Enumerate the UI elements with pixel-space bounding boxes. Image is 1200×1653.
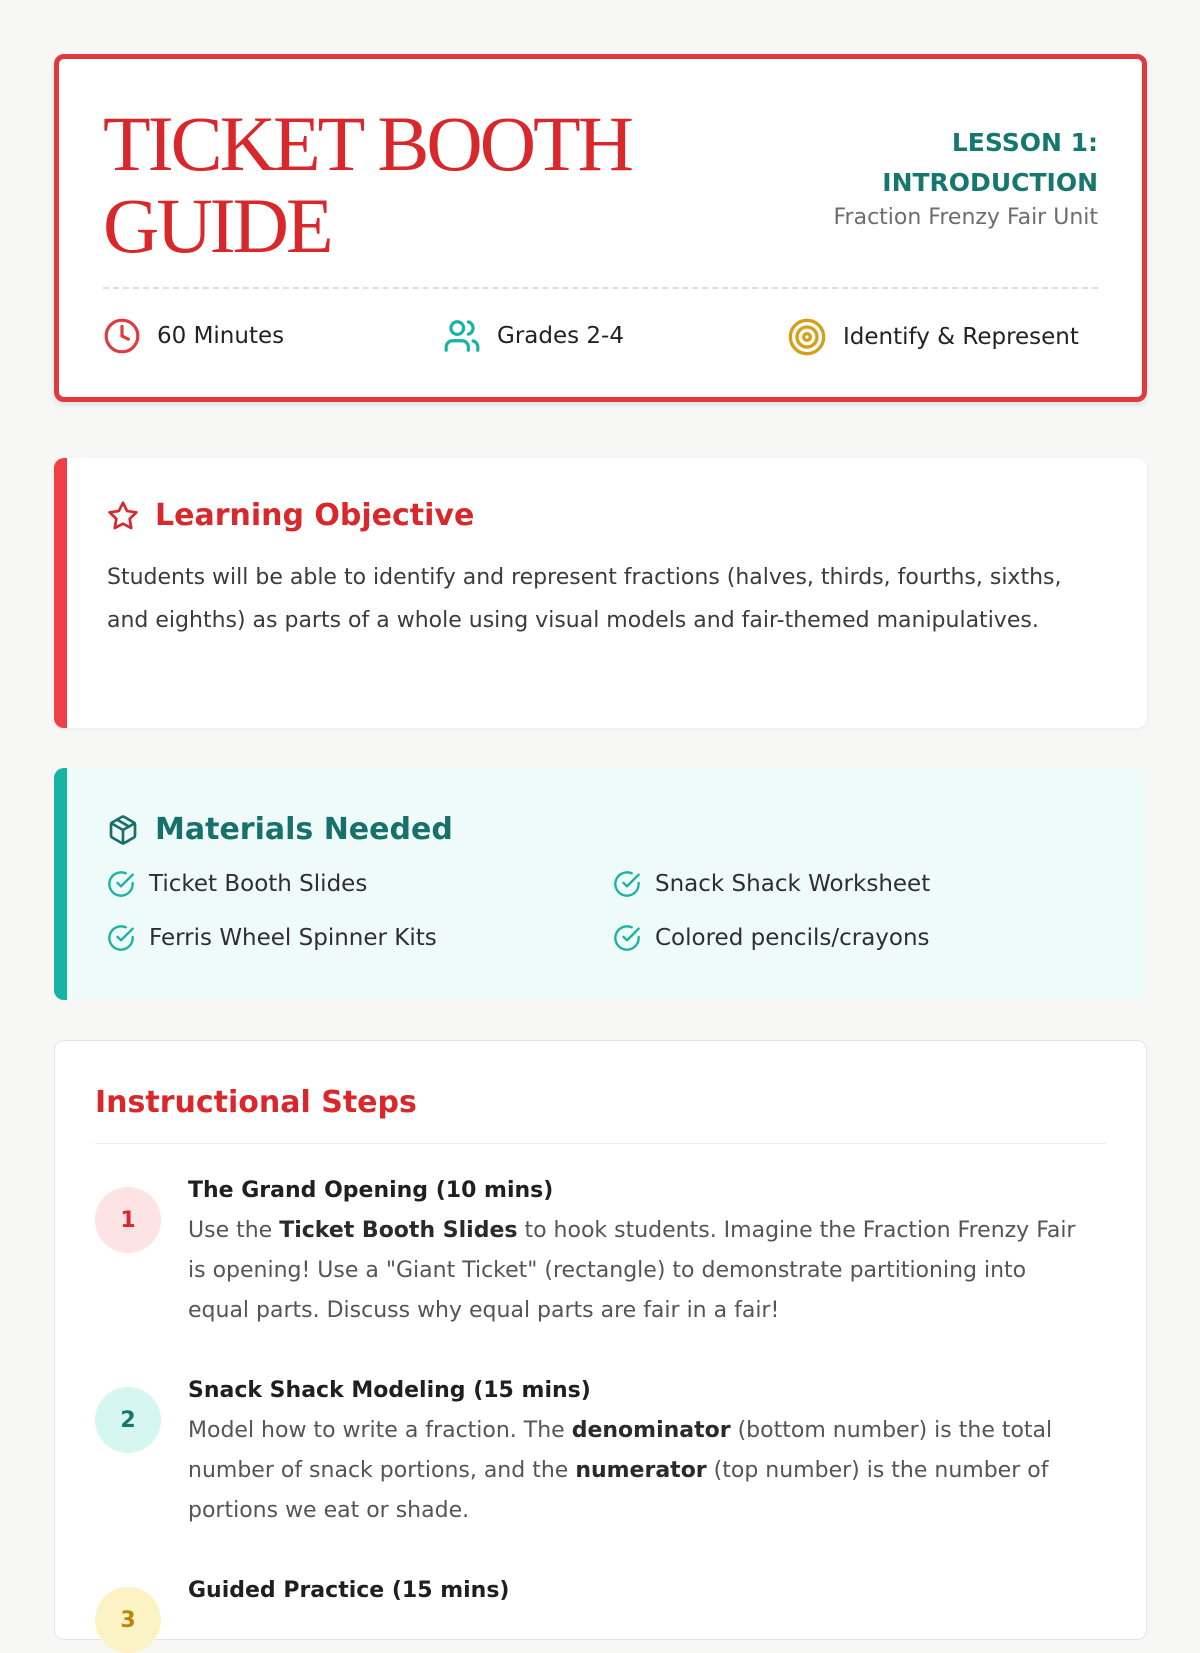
learning-objective-card (54, 458, 1147, 728)
meta-grades-text: Grades 2-4 (497, 323, 624, 349)
step-title: Snack Shack Modeling (15 mins) (188, 1378, 591, 1403)
target-icon (787, 317, 827, 357)
lesson-label: LESSON 1: INTRODUCTION (882, 128, 1098, 197)
step-text-part: (top number) is the number of portions we eat or shade. (188, 1458, 1049, 1523)
check-circle-icon (107, 924, 135, 952)
star-icon (107, 500, 139, 532)
step-title: Guided Practice (15 mins) (188, 1578, 510, 1603)
meta-focus-text: Identify & Represent (843, 324, 1079, 350)
objective-title: Learning Objective (155, 498, 475, 533)
material-label: Colored pencils/crayons (655, 925, 930, 951)
objective-text: Students will be able to identify and represent fractions (halves, thirds, fourths, sixths, and eighths) as parts of a whole using visual models and fair-themed manipulatives. (107, 565, 1062, 633)
steps-divider (95, 1143, 1106, 1144)
meta-grades (443, 317, 624, 355)
check-circle-icon (613, 924, 641, 952)
step-title: The Grand Opening (10 mins) (188, 1178, 554, 1203)
header-divider (103, 287, 1098, 289)
page-title: TICKET BOOTH GUIDE (103, 100, 632, 269)
step-number-badge: 3 (95, 1587, 161, 1653)
step-number-badge: 1 (95, 1187, 161, 1253)
users-icon (443, 317, 481, 355)
step-text-part: Use the (188, 1218, 280, 1243)
unit-name: Fraction Frenzy Fair Unit (833, 205, 1098, 230)
step-highlight: Ticket Booth Slides (279, 1218, 518, 1243)
meta-duration-text: 60 Minutes (157, 323, 285, 349)
step-highlight: denominator (571, 1418, 731, 1443)
package-icon (107, 814, 139, 846)
meta-duration (103, 317, 284, 355)
step-text-part: to hook students. Imagine the Fraction Frenzy Fair is opening! Use a "Giant Ticket" (rectangle) to demonstrate partitioning into equal parts. Discuss why equal parts are fair in a fair! (188, 1218, 1076, 1323)
step-text-part: Model how to write a fraction. The (188, 1418, 572, 1443)
materials-heading (107, 812, 453, 847)
material-label: Snack Shack Worksheet (655, 871, 931, 897)
check-circle-icon (613, 870, 641, 898)
step-description (188, 1211, 1088, 1331)
materials-card (54, 768, 1147, 1000)
step-body (188, 1575, 1088, 1607)
instructional-steps-card (54, 1040, 1147, 1640)
step-number-badge: 2 (95, 1387, 161, 1453)
step-body (188, 1375, 1088, 1531)
clock-icon (103, 317, 141, 355)
steps-title: Instructional Steps (95, 1085, 417, 1120)
material-label: Ticket Booth Slides (149, 871, 368, 897)
check-circle-icon (107, 870, 135, 898)
step-description (188, 1411, 1088, 1531)
materials-title: Materials Needed (155, 812, 453, 847)
step-text-part: (bottom number) is the total number of snack portions, and the (188, 1418, 1053, 1483)
material-item (613, 870, 930, 898)
objective-heading (107, 498, 474, 533)
step-highlight: numerator (575, 1458, 707, 1483)
material-label: Ferris Wheel Spinner Kits (149, 925, 437, 951)
meta-focus (787, 317, 1079, 357)
material-item (107, 924, 437, 952)
lesson-info (738, 123, 1098, 230)
step-body (188, 1175, 1088, 1331)
lesson-header-card (54, 54, 1147, 402)
material-item (107, 870, 367, 898)
material-item (613, 924, 930, 952)
